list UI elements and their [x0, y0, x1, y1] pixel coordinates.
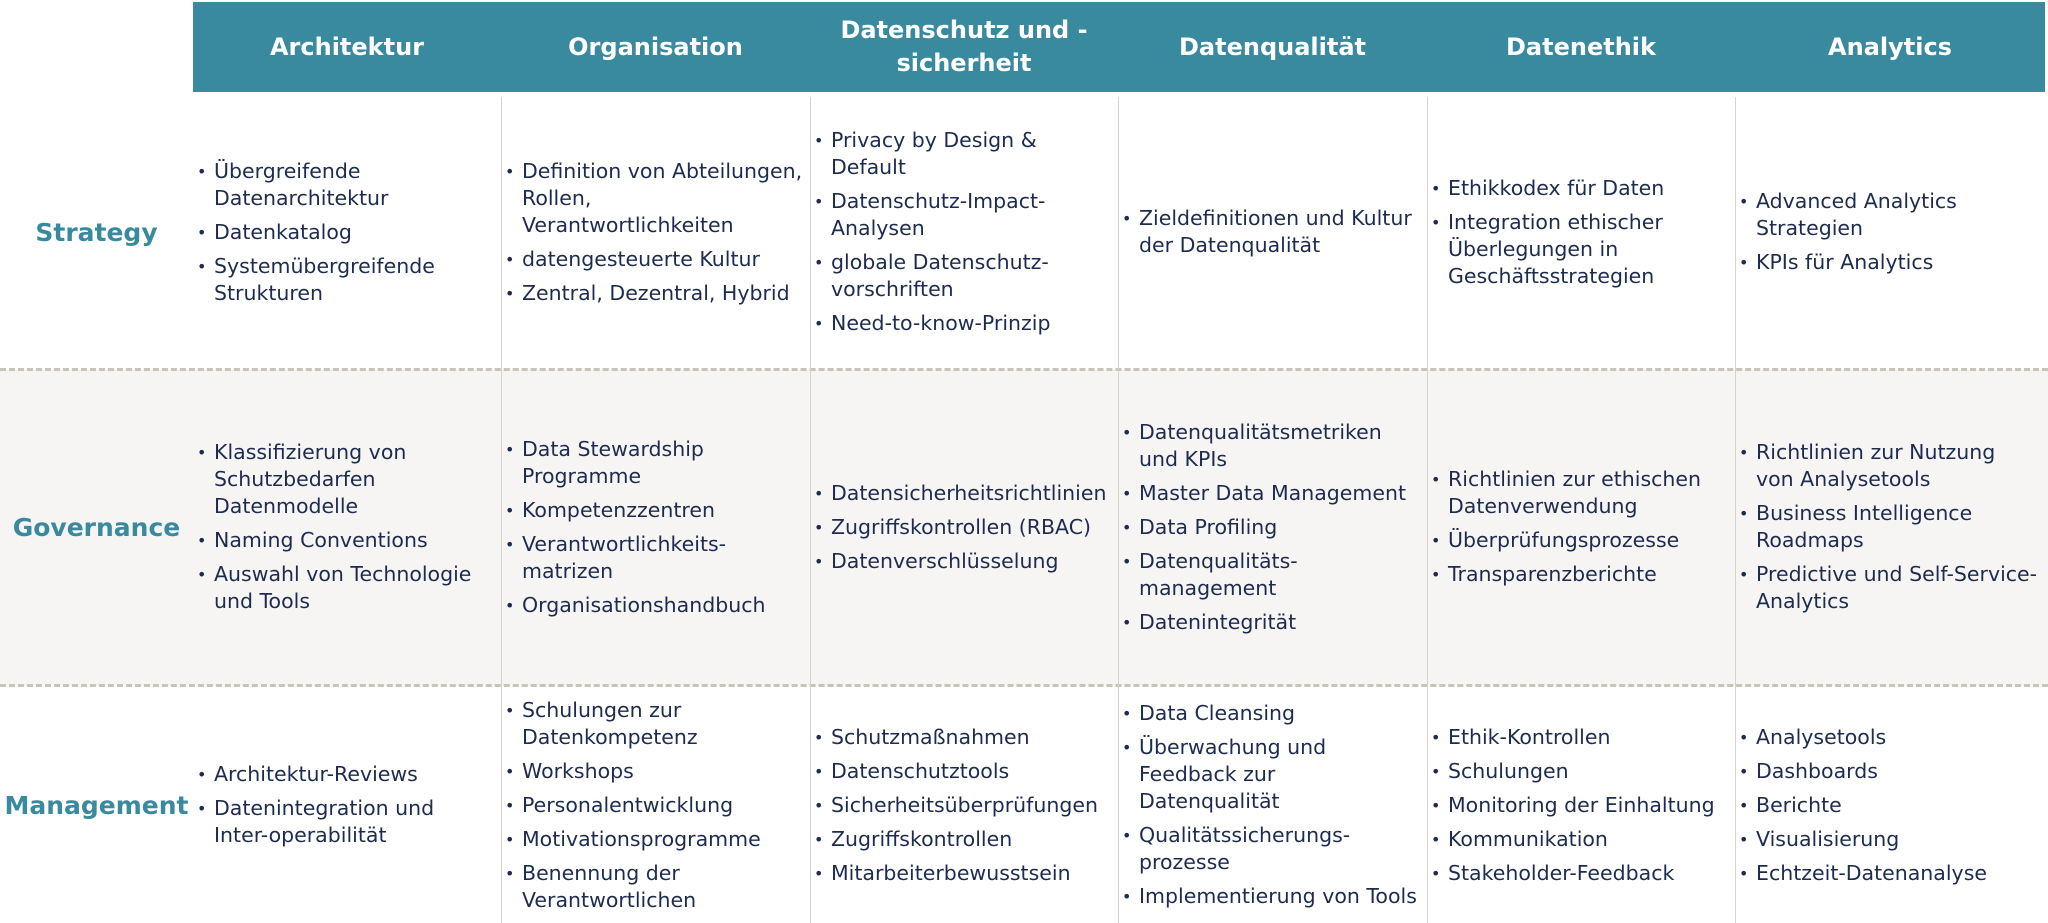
list-item: • Richtlinien zur Nutzung von Analysetools [1739, 439, 2039, 493]
bullet-list [814, 724, 1112, 887]
list-item: • Stakeholder-Feedback [1431, 860, 1729, 887]
column-header-datenqualitaet: Datenqualität [1178, 32, 1366, 61]
cell-management-organisation [501, 687, 810, 923]
list-item: • Kompetenzzentren [505, 497, 804, 524]
list-item: • Need-to-know-Prinzip [814, 310, 1112, 337]
cell-strategy-architektur [193, 97, 501, 367]
list-item: • Richtlinien zur ethischen Datenverwendung [1431, 466, 1729, 520]
cell-strategy-datenqualitaet [1118, 97, 1427, 367]
list-item: • Berichte [1739, 792, 2039, 819]
list-item: • Klassifizierung von Schutzbedarfen Datenmodelle [197, 439, 495, 520]
bullet-list [505, 158, 804, 307]
list-item: • Workshops [505, 758, 804, 785]
cell-management-analytics [1735, 687, 2045, 923]
row-label-management: Management [4, 790, 189, 820]
row-label-governance: Governance [12, 512, 181, 542]
list-item: • Datenqualitäts-management [1122, 548, 1421, 602]
list-item: • Benennung der Verantwortlichen [505, 860, 804, 914]
bullet-list [197, 761, 495, 849]
list-item: • Mitarbeiterbewusstsein [814, 860, 1112, 887]
list-item: • Data Cleansing [1122, 700, 1421, 727]
list-item: • Datenschutztools [814, 758, 1112, 785]
list-item: • Datensicherheitsrichtlinien [814, 480, 1112, 507]
cell-strategy-organisation [501, 97, 810, 367]
bullet-list [1739, 188, 2039, 276]
list-item: • Data Profiling [1122, 514, 1421, 541]
list-item: • Motivationsprogramme [505, 826, 804, 853]
list-item: • KPIs für Analytics [1739, 249, 2039, 276]
cell-strategy-datenethik [1427, 97, 1735, 367]
list-item: • Verantwortlichkeits-matrizen [505, 531, 804, 585]
cell-governance-datenschutz [810, 370, 1118, 684]
bullet-list [505, 697, 804, 914]
cell-governance-architektur [193, 370, 501, 684]
list-item: • Echtzeit-Datenanalyse [1739, 860, 2039, 887]
list-item: • Qualitätssicherungs-prozesse [1122, 822, 1421, 876]
column-header-analytics: Analytics [1828, 32, 1952, 61]
bullet-list [505, 436, 804, 619]
list-item: • Datenkatalog [197, 219, 495, 246]
cell-management-datenschutz [810, 687, 1118, 923]
list-item: • Integration ethischer Überlegungen in Geschäftsstrategien [1431, 209, 1729, 290]
cell-strategy-datenschutz [810, 97, 1118, 367]
column-header-architektur: Architektur [269, 32, 425, 61]
list-item: • Systemübergreifende Strukturen [197, 253, 495, 307]
bullet-list [814, 480, 1112, 575]
list-item: • Analysetools [1739, 724, 2039, 751]
list-item: • Datenqualitätsmetriken und KPIs [1122, 419, 1421, 473]
list-item: • Ethik-Kontrollen [1431, 724, 1729, 751]
bullet-list [197, 439, 495, 615]
cell-management-datenethik [1427, 687, 1735, 923]
bullet-list [1739, 724, 2039, 887]
cell-management-datenqualitaet [1118, 687, 1427, 923]
list-item: • Definition von Abteilungen, Rollen, Verantwortlichkeiten [505, 158, 804, 239]
bullet-list [814, 127, 1112, 337]
cell-management-architektur [193, 687, 501, 923]
list-item: • globale Datenschutz-vorschriften [814, 249, 1112, 303]
list-item: • Ethikkodex für Daten [1431, 175, 1729, 202]
list-item: • Zugriffskontrollen (RBAC) [814, 514, 1112, 541]
list-item: • Architektur-Reviews [197, 761, 495, 788]
list-item: • Überprüfungsprozesse [1431, 527, 1729, 554]
list-item: • datengesteuerte Kultur [505, 246, 804, 273]
list-item: • Master Data Management [1122, 480, 1421, 507]
list-item: • Schulungen [1431, 758, 1729, 785]
cell-governance-organisation [501, 370, 810, 684]
bullet-list [1739, 439, 2039, 615]
list-item: • Zentral, Dezentral, Hybrid [505, 280, 804, 307]
cell-governance-analytics [1735, 370, 2045, 684]
list-item: • Datenintegration und Inter-operabilität [197, 795, 495, 849]
list-item: • Überwachung und Feedback zur Datenqualität [1122, 734, 1421, 815]
bullet-list [1122, 205, 1421, 259]
list-item: • Dashboards [1739, 758, 2039, 785]
bullet-list [1431, 175, 1729, 290]
list-item: • Monitoring der Einhaltung [1431, 792, 1729, 819]
list-item: • Implementierung von Tools [1122, 883, 1421, 910]
bullet-list [1122, 419, 1421, 636]
row-label-strategy: Strategy [35, 217, 158, 247]
list-item: • Business Intelligence Roadmaps [1739, 500, 2039, 554]
list-item: • Advanced Analytics Strategien [1739, 188, 2039, 242]
list-item: • Datenverschlüsselung [814, 548, 1112, 575]
cell-governance-datenqualitaet [1118, 370, 1427, 684]
bullet-list [1122, 700, 1421, 910]
column-header-organisation: Organisation [568, 32, 743, 61]
list-item: • Data Stewardship Programme [505, 436, 804, 490]
cell-strategy-analytics [1735, 97, 2045, 367]
list-item: • Zieldefinitionen und Kultur der Datenqualität [1122, 205, 1421, 259]
list-item: • Kommunikation [1431, 826, 1729, 853]
list-item: • Zugriffskontrollen [814, 826, 1112, 853]
list-item: • Visualisierung [1739, 826, 2039, 853]
list-item: • Privacy by Design & Default [814, 127, 1112, 181]
list-item: • Predictive und Self-Service-Analytics [1739, 561, 2039, 615]
cell-governance-datenethik [1427, 370, 1735, 684]
list-item: • Transparenzberichte [1431, 561, 1729, 588]
list-item: • Organisationshandbuch [505, 592, 804, 619]
list-item: • Naming Conventions [197, 527, 495, 554]
list-item: • Auswahl von Technologie und Tools [197, 561, 495, 615]
column-header-datenschutz: Datenschutz und - sicherheit [840, 16, 1088, 77]
list-item: • Datenintegrität [1122, 609, 1421, 636]
bullet-list [1431, 466, 1729, 588]
list-item: • Sicherheitsüberprüfungen [814, 792, 1112, 819]
column-header-datenethik: Datenethik [1506, 32, 1656, 61]
list-item: • Datenschutz-Impact-Analysen [814, 188, 1112, 242]
list-item: • Schutzmaßnahmen [814, 724, 1112, 751]
list-item: • Personalentwicklung [505, 792, 804, 819]
list-item: • Übergreifende Datenarchitektur [197, 158, 495, 212]
bullet-list [1431, 724, 1729, 887]
bullet-list [197, 158, 495, 307]
list-item: • Schulungen zur Datenkompetenz [505, 697, 804, 751]
